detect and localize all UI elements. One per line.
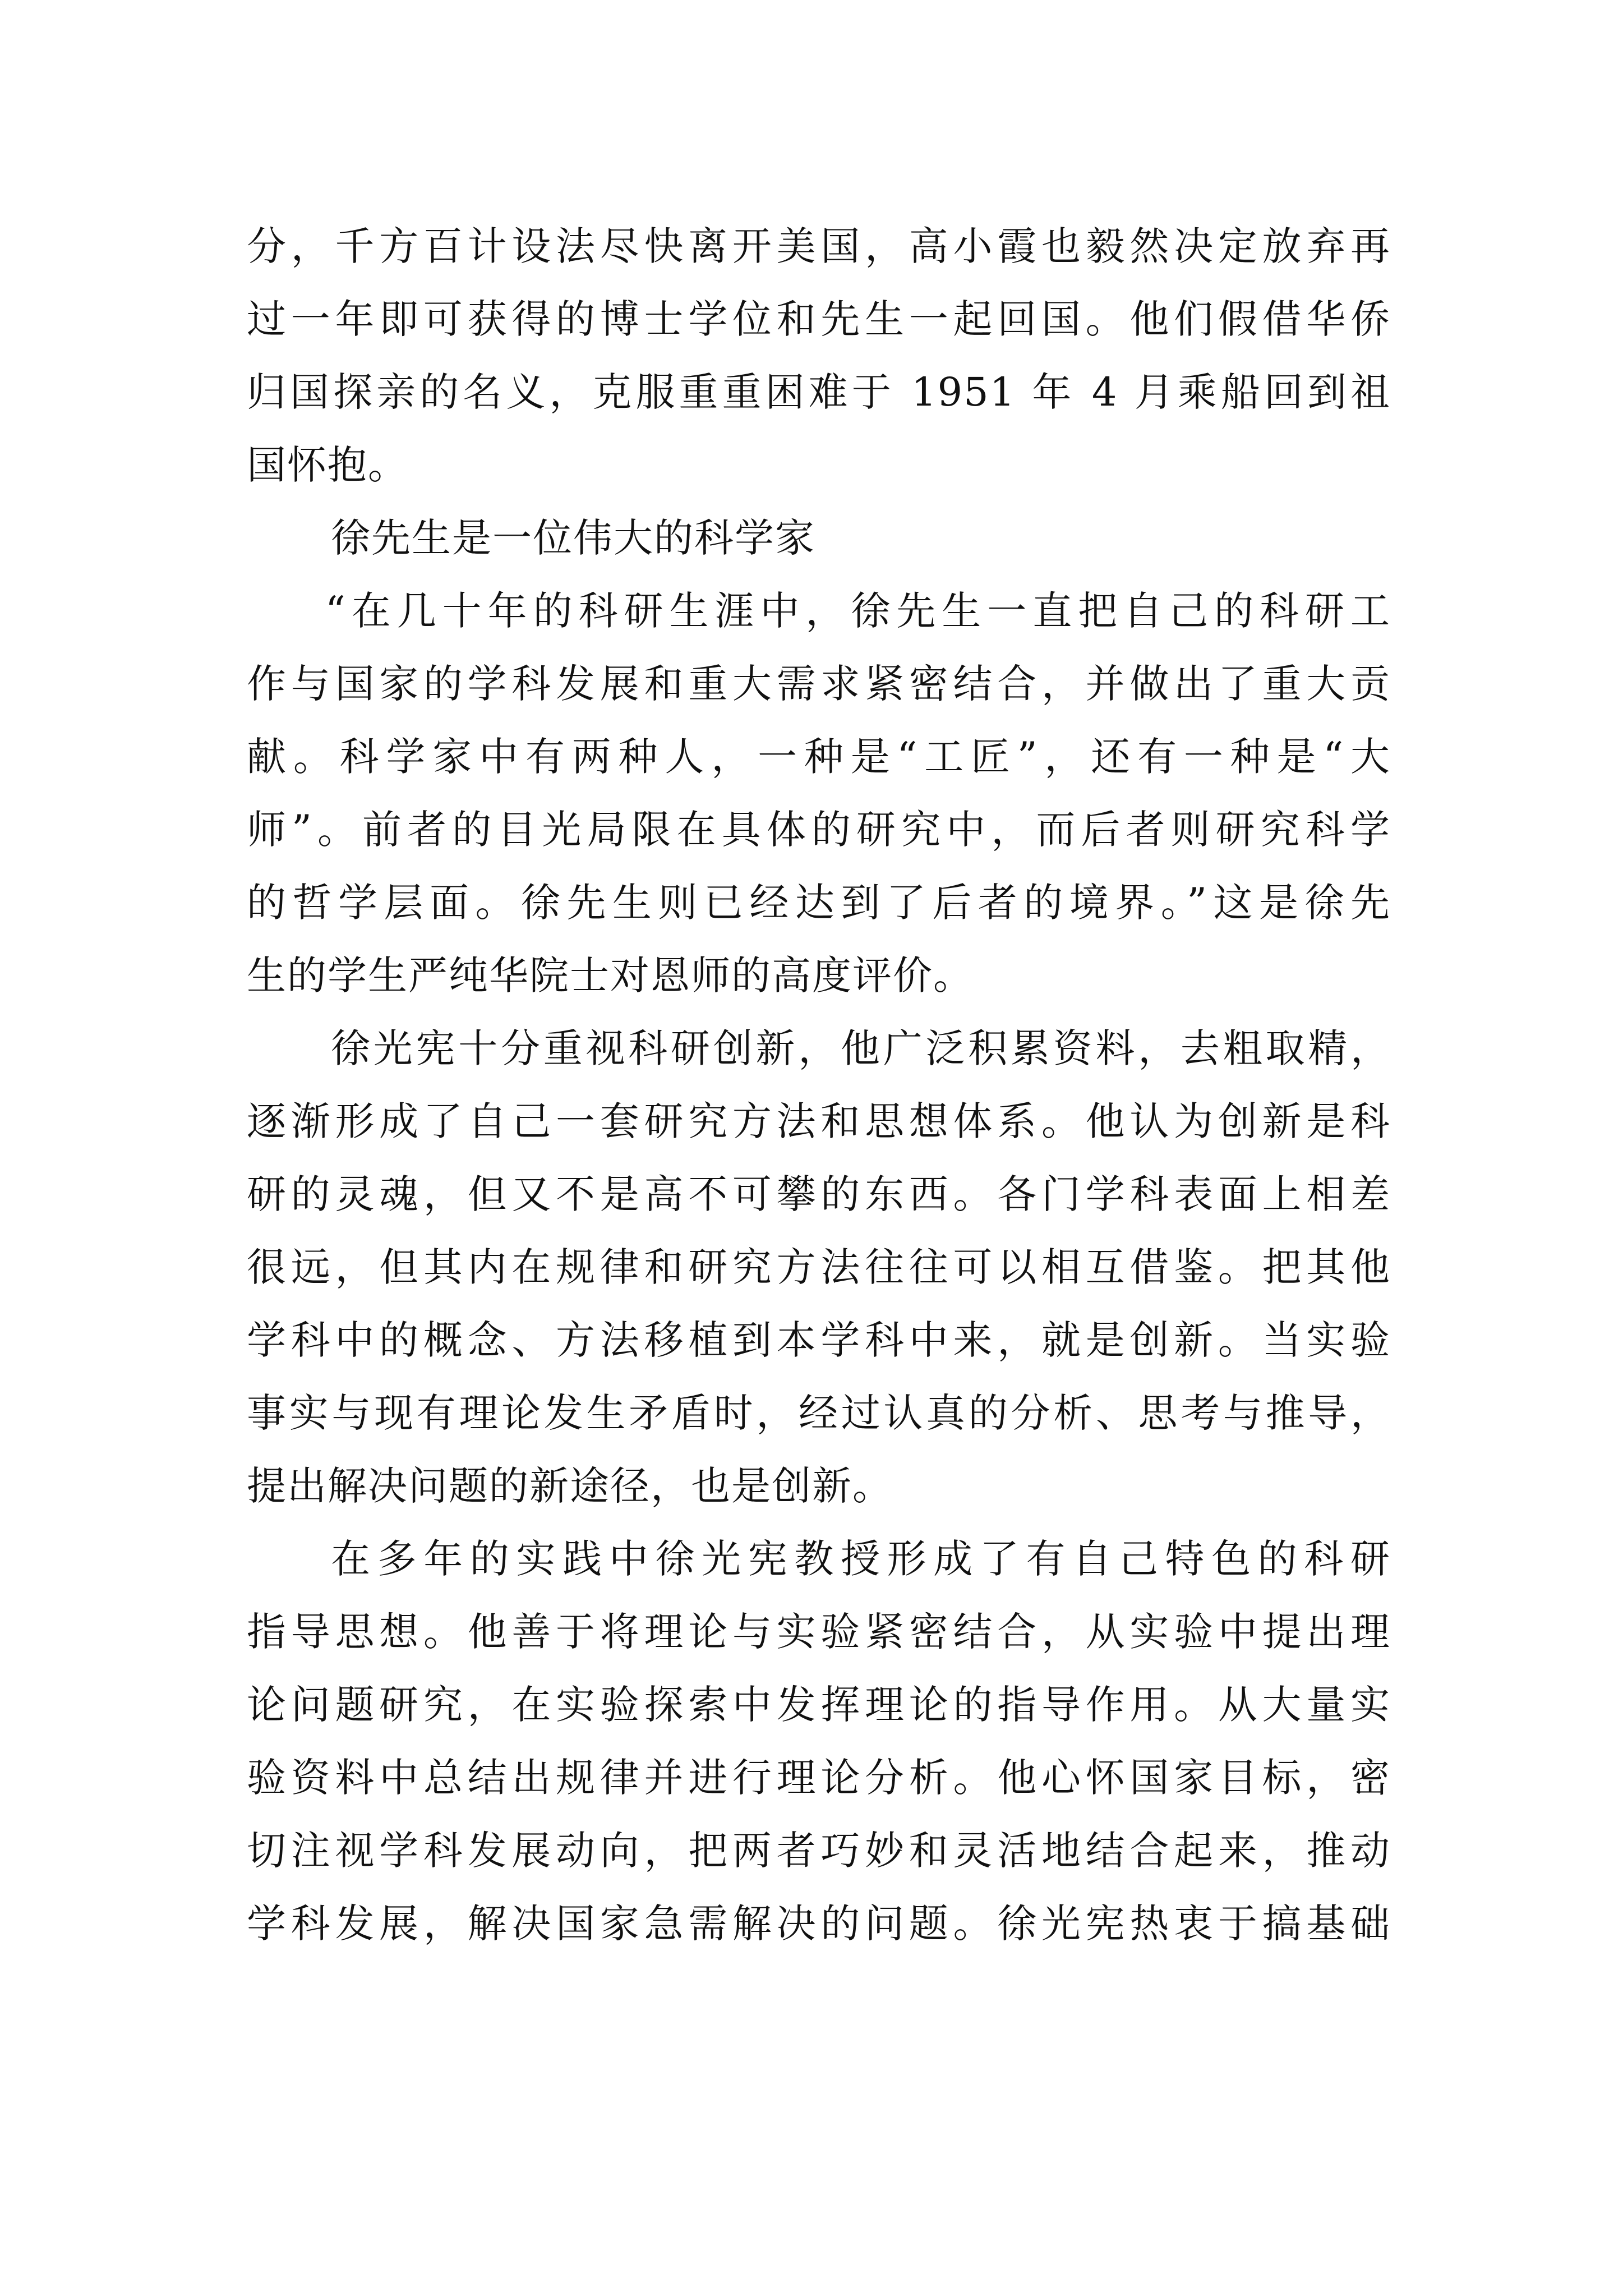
practice-paragraph-line-4: 验资料中总结出规律并进行理论分析。他心怀国家目标，密 xyxy=(247,1755,1391,1801)
practice-paragraph-line-5: 切注视学科发展动向，把两者巧妙和灵活地结合起来，推动 xyxy=(247,1828,1391,1874)
paragraph-line-3: 归国探亲的名义，克服重重困难于 1951 年 4 月乘船回到祖 xyxy=(247,369,1391,415)
paragraph-line-4: 国怀抱。 xyxy=(247,442,408,488)
paragraph-line-1: 分，千方百计设法尽快离开美国，高小霞也毅然决定放弃再 xyxy=(247,223,1391,269)
quote-paragraph-line-1: “在几十年的科研生涯中，徐先生一直把自己的科研工 xyxy=(325,588,1391,634)
quote-paragraph-line-3: 献。科学家中有两种人，一种是“工匠”，还有一种是“大 xyxy=(247,734,1391,780)
innovation-paragraph-line-1: 徐光宪十分重视科研创新，他广泛积累资料，去粗取精， xyxy=(331,1025,1391,1071)
innovation-paragraph-line-2: 逐渐形成了自己一套研究方法和思想体系。他认为创新是科 xyxy=(247,1098,1391,1144)
quote-paragraph-line-2: 作与国家的学科发展和重大需求紧密结合，并做出了重大贡 xyxy=(247,661,1391,707)
quote-paragraph-line-5: 的哲学层面。徐先生则已经达到了后者的境界。”这是徐先 xyxy=(247,880,1391,926)
section-heading: 徐先生是一位伟大的科学家 xyxy=(331,515,815,561)
quote-paragraph-line-6: 生的学生严纯华院士对恩师的高度评价。 xyxy=(247,953,974,999)
practice-paragraph-line-6: 学科发展，解决国家急需解决的问题。徐光宪热衷于搞基础 xyxy=(247,1901,1391,1947)
practice-paragraph-line-2: 指导思想。他善于将理论与实验紧密结合，从实验中提出理 xyxy=(247,1609,1391,1655)
practice-paragraph-line-1: 在多年的实践中徐光宪教授形成了有自己特色的科研 xyxy=(331,1536,1391,1582)
innovation-paragraph-line-4: 很远，但其内在规律和研究方法往往可以相互借鉴。把其他 xyxy=(247,1244,1391,1290)
innovation-paragraph-line-7: 提出解决问题的新途径，也是创新。 xyxy=(247,1463,893,1509)
innovation-paragraph-line-5: 学科中的概念、方法移植到本学科中来，就是创新。当实验 xyxy=(247,1317,1391,1363)
innovation-paragraph-line-6: 事实与现有理论发生矛盾时，经过认真的分析、思考与推导， xyxy=(247,1390,1391,1436)
innovation-paragraph-line-3: 研的灵魂，但又不是高不可攀的东西。各门学科表面上相差 xyxy=(247,1171,1391,1217)
paragraph-line-2: 过一年即可获得的博士学位和先生一起回国。他们假借华侨 xyxy=(247,296,1391,342)
practice-paragraph-line-3: 论问题研究，在实验探索中发挥理论的指导作用。从大量实 xyxy=(247,1682,1391,1728)
quote-paragraph-line-4: 师”。前者的目光局限在具体的研究中，而后者则研究科学 xyxy=(247,807,1391,853)
